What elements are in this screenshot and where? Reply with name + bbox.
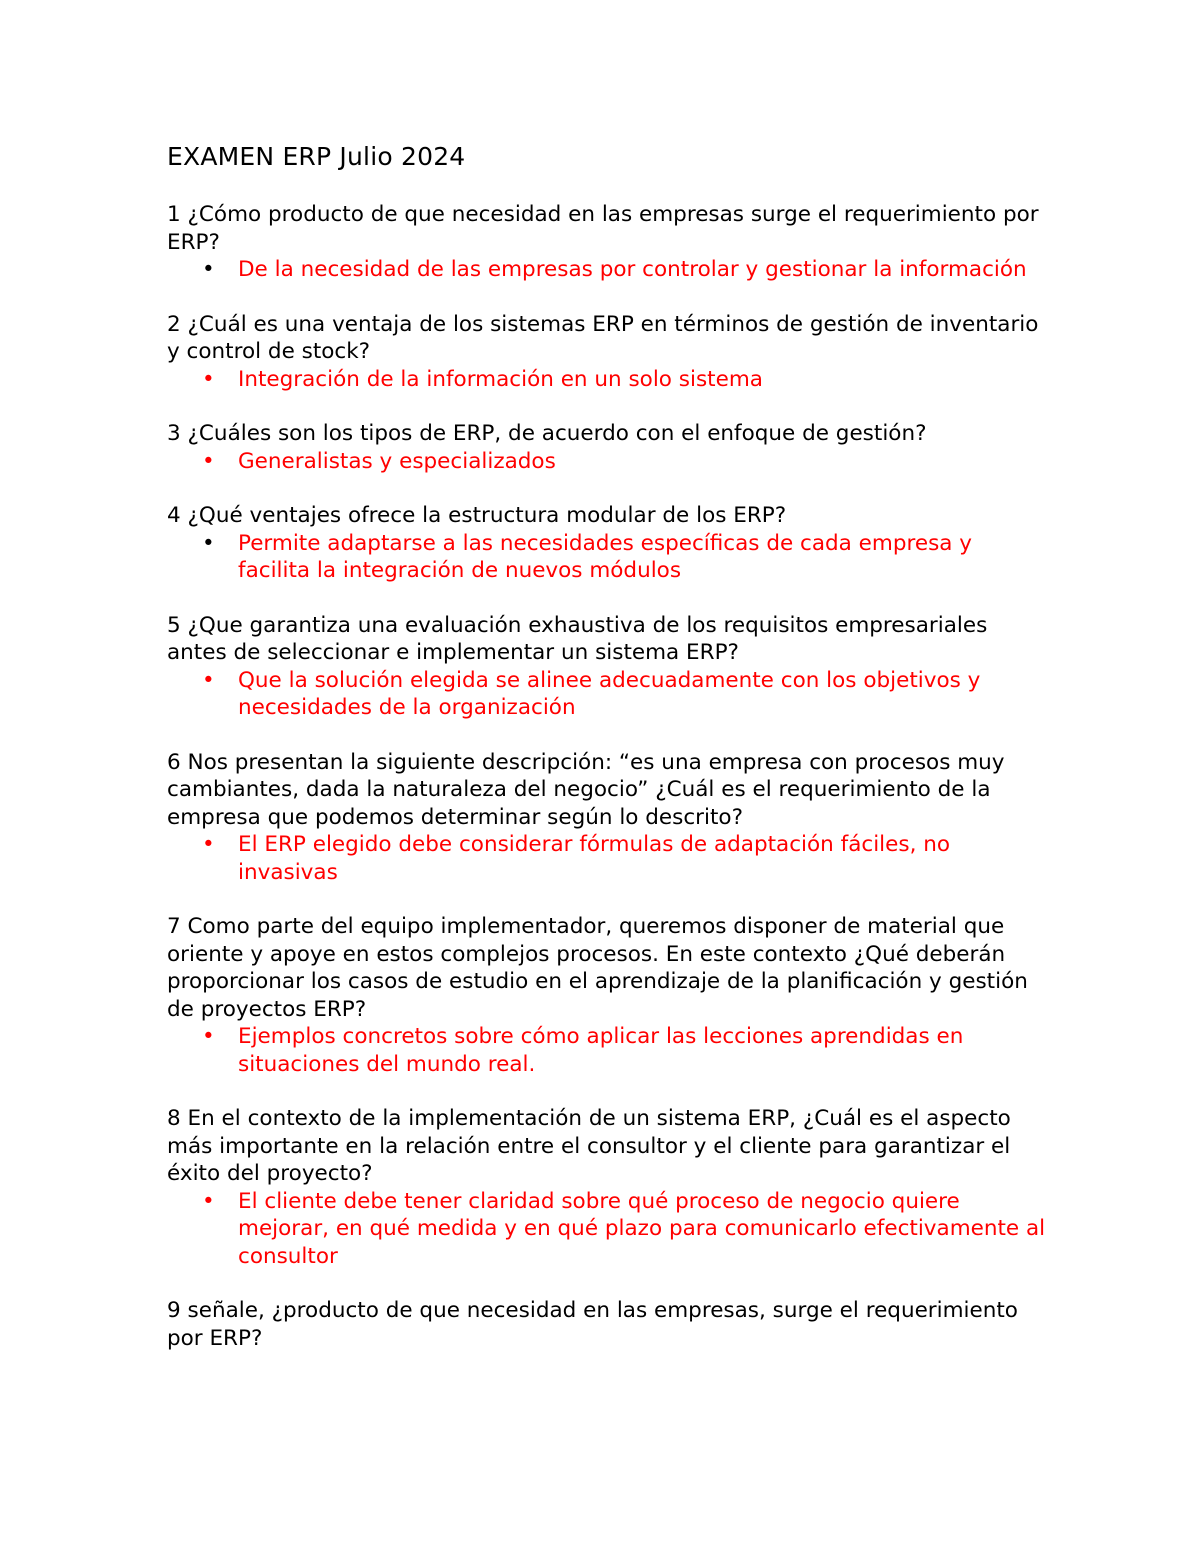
answer-item [167, 1188, 1047, 1271]
answer-item [167, 448, 1047, 476]
question-text: 4 ¿Qué ventajes ofrece la estructura modular de los ERP? [167, 503, 787, 528]
question-block-3 [167, 420, 1047, 475]
bullet-icon: • [202, 667, 215, 693]
answer-text: El ERP elegido debe considerar fórmulas de adaptación fáciles, no invasivas [238, 832, 951, 885]
answer-text: Generalistas y especializados [238, 448, 556, 474]
question-text: 8 En el contexto de la implementación de un sistema ERP, ¿Cuál es el aspecto más importante en la relación entre el consultor y el cliente para garantizar el éxito del proyecto? [167, 1106, 1011, 1186]
answer-list [167, 831, 1047, 886]
answer-text: Permite adaptarse a las necesidades específicas de cada empresa y facilita la integración de nuevos módulos [238, 530, 973, 583]
question-text: 9 señale, ¿producto de que necesidad en las empresas, surge el requerimiento por ERP? [167, 1298, 1018, 1351]
bullet-icon: • [202, 832, 215, 857]
bullet-icon: • [202, 1024, 215, 1049]
answer-item [167, 366, 1047, 394]
answer-list [167, 1188, 1047, 1271]
question-block-8 [167, 1105, 1047, 1270]
answer-list [167, 530, 1047, 585]
answer-item [167, 256, 1047, 284]
answer-list [167, 448, 1047, 476]
document-content [167, 141, 1047, 1379]
answer-list [167, 1023, 1047, 1078]
question-text: 6 Nos presentan la siguiente descripción: “es una empresa con procesos muy cambiantes, dada la naturaleza del negocio” ¿Cuál es el requerimiento de la empresa que podemos determinar según lo descrito? [167, 749, 1005, 830]
question-block-7 [167, 913, 1047, 1078]
question-block-1 [167, 201, 1047, 284]
question-text: 1 ¿Cómo producto de que necesidad en las empresas surge el requerimiento por ERP? [167, 202, 1039, 255]
bullet-icon: • [202, 530, 215, 556]
question-block-5 [167, 612, 1047, 722]
bullet-icon: • [202, 1188, 215, 1214]
answer-list [167, 366, 1047, 394]
question-text: 5 ¿Que garantiza una evaluación exhaustiva de los requisitos empresariales antes de seleccionar e implementar un sistema ERP? [167, 612, 988, 665]
question-text: 3 ¿Cuáles son los tipos de ERP, de acuerdo con el enfoque de gestión? [167, 421, 927, 446]
document-title: EXAMEN ERP Julio 2024 [167, 142, 466, 171]
answer-item [167, 831, 1047, 886]
answer-text: Ejemplos concretos sobre cómo aplicar las lecciones aprendidas en situaciones del mundo real. [238, 1024, 964, 1077]
bullet-icon: • [202, 366, 215, 392]
question-block-6 [167, 749, 1047, 887]
answer-item [167, 530, 1047, 585]
question-text: 2 ¿Cuál es una ventaja de los sistemas ERP en términos de gestión de inventario y control de stock? [167, 311, 1039, 364]
answer-text: De la necesidad de las empresas por controlar y gestionar la información [238, 257, 1027, 282]
question-block-2 [167, 311, 1047, 394]
answer-text: Integración de la información en un solo sistema [238, 366, 763, 392]
answer-text: El cliente debe tener claridad sobre qué proceso de negocio quiere mejorar, en qué medida y en qué plazo para comunicarlo efectivamente al consultor [238, 1188, 1046, 1269]
question-text: 7 Como parte del equipo implementador, queremos disponer de material que oriente y apoye en estos complejos procesos. En este contexto ¿Qué deberán proporcionar los casos de estudio en el aprendizaje de la planificación y gestión de proyectos ERP? [167, 914, 1028, 1022]
answer-list [167, 256, 1047, 284]
bullet-icon: • [202, 448, 215, 474]
answer-item [167, 1023, 1047, 1078]
answer-list [167, 667, 1047, 722]
answer-item [167, 667, 1047, 722]
answer-text: Que la solución elegida se alinee adecuadamente con los objetivos y necesidades de la organización [238, 667, 981, 720]
question-block-9 [167, 1297, 1047, 1352]
bullet-icon: • [202, 257, 215, 282]
question-block-4 [167, 502, 1047, 585]
